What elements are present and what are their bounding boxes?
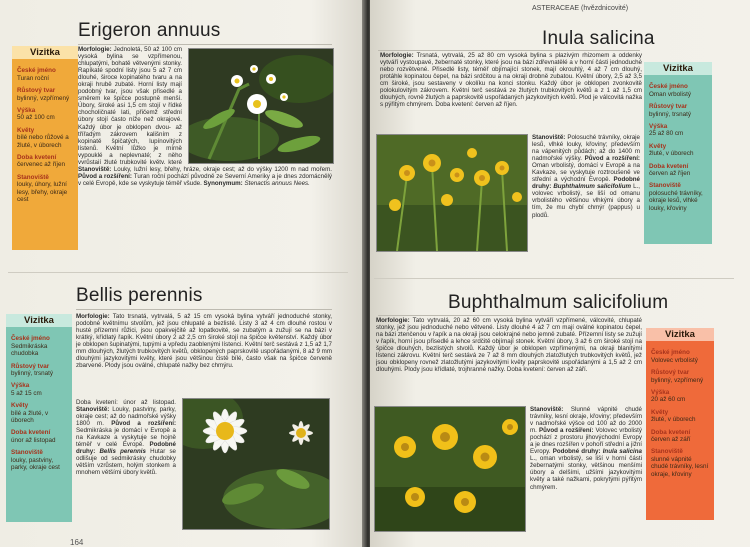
sidebar-value: louky, úhory, lužní lesy, břehy, okraje cest <box>17 181 68 204</box>
similar-label: Podobné druhy: <box>76 441 176 456</box>
sidebar-heading: Vizitka <box>6 314 72 327</box>
morphology-label: Morfologie: <box>376 317 413 324</box>
sidebar-heading: Vizitka <box>12 46 78 59</box>
flowering-text: Doba kvetení: únor až listopad. <box>76 399 176 406</box>
buphthalmum-sidebar <box>646 328 714 520</box>
habitat-text: Slunné vápnité chudé trávníky, lesní okraje, křoviny; především v nadmořské výšce od 100 až do 2000 m. <box>530 406 642 435</box>
sidebar-value: 5 až 15 cm <box>11 389 42 397</box>
sidebar-value: červenec až říjen <box>17 161 65 169</box>
sidebar-label: Doba kvetení <box>649 162 689 170</box>
daisy-image <box>183 399 329 529</box>
erigeron-photo <box>188 48 334 164</box>
sidebar-value: bylinný, trsnatý <box>11 370 53 378</box>
buphthalmum-morphology <box>376 317 642 403</box>
origin-label: Původ a rozšíření: <box>584 155 640 163</box>
sidebar-label: Růstový tvar <box>649 103 688 111</box>
running-head: ASTERACEAE (hvězdnicovité) <box>532 5 629 12</box>
sidebar-label: Růstový tvar <box>17 87 56 95</box>
origin-label: Původ a rozšíření: <box>538 427 596 435</box>
yellow-oxeye-image <box>375 407 525 531</box>
sidebar-value: Turan roční <box>17 74 49 82</box>
sidebar-label: České jméno <box>651 349 690 357</box>
sidebar-label: Výška <box>17 107 36 115</box>
similar-text: Hutar se odlišuje od sedmikrásky chudobky větším vzrůstem, holým stonkem a mnohem většími úbory květů. <box>76 448 176 477</box>
habitat-label: Stanoviště: <box>532 134 568 141</box>
buphthalmum-photo <box>374 406 526 532</box>
morphology-text: Tato vytrvalá, 20 až 60 cm vysoká bylina vytváří vzpřímené, válcovité, chlupaté stonky, jež jsou jednoduché nebo větvené. Listy dlouhé 4 až 7 cm mají oválné kopinatou čepel, na bázi ztenčenou v řapík a na okraji jsou celokrajné nebo jemně zubaté. Přízemní listy se zužují v řapík, horní jsou přisedlé a lehce srdčitě objímají stonek. Květní úbory, 3 až 6 cm široké stojí na špičce dlouhých, bezlistých stvolů. Každý úbor je obklopen vzpřímenými, na okraji blanitými lístenci zákrovu. Květní terč sestává ze 7 až 8 mm dlouhých zlatožlutých trubkovitých květů, jež jsou obklopeny rovnež zlatožlutými jazykovitými květy paprskovitě uspořádanými a 1,5 až 2 cm dlouhými. Plody jsou křídlaté, trojhranné nažky. Doba kvetení: červen až září. <box>376 317 642 374</box>
sidebar-value: louky, pastviny, parky, okraje cest <box>11 456 60 472</box>
sidebar-label: Výška <box>11 382 30 390</box>
inula-photo <box>376 134 528 252</box>
sidebar-value: bylinný, vzpřímený <box>17 94 70 102</box>
sidebar-label: Doba kvetení <box>11 429 51 437</box>
sidebar-value: únor až listopad <box>11 436 56 444</box>
sidebar-value: červen až září <box>651 436 691 444</box>
sidebar-label: Stanoviště <box>17 173 49 181</box>
similar-name: Buphthalmum salicifolium <box>553 183 634 191</box>
similar-text: L., oman vrbolistý, se liší v horní části žebernatými stonky, většinou menšími úbory a delšími, užšími jazykovitými květy a také nažkami, pokrytými pýřitým chmýrem. <box>530 455 642 491</box>
erigeron-morphology <box>78 46 182 164</box>
daisy-fleabane-image <box>189 49 333 163</box>
inula-morphology <box>380 52 642 130</box>
origin-text: Oman vrbolistý, domácí v Evropě a na Kavkaze, se vyskytuje roztroušeně ve střední a východní Evropě. <box>532 162 640 184</box>
sidebar-label: Výška <box>649 123 668 131</box>
bellis-photo <box>182 398 330 530</box>
sidebar-value: bílé a žluté, v úborech <box>11 409 49 425</box>
erigeron-title: Erigeron annuus <box>78 20 221 41</box>
sidebar-label: Květy <box>17 126 35 134</box>
habitat-label: Stanoviště: <box>530 406 571 413</box>
bellis-morphology <box>76 313 332 397</box>
erigeron-sidebar <box>12 46 78 250</box>
inula-details <box>532 134 640 262</box>
similar-label: Podobné druhy: <box>532 176 640 191</box>
sidebar-label: Růstový tvar <box>11 362 50 370</box>
sidebar-value: žluté, v úborech <box>649 150 694 158</box>
sidebar-value: Oman vrbolistý <box>649 90 691 98</box>
sidebar-label: Květy <box>11 402 29 410</box>
sidebar-value: žluté, v úborech <box>651 416 696 424</box>
similar-name: Bellis perennis <box>99 448 151 456</box>
habitat-label: Stanoviště: <box>76 406 113 414</box>
title-rule <box>78 44 332 45</box>
sidebar-label: Výška <box>651 389 670 397</box>
sidebar-heading: Vizitka <box>646 328 714 341</box>
morphology-text: Trsnatá, vytrvalá, 25 až 80 cm vysoká bylina s plazivým rhizomem a oddenky vytváří vystoupavé, žebernaté stonky, které jsou na bázi zdřevnatělé a v horní části jednoduché nebo rozvětvené. Přisedlé listy, téměř objímající stonek, mají okrouhlý, 4 až 7 cm dlouhý, protáhle kopinatou čepel, na bázi srdčitou a na okraji drobně zubatou. Květní úbory, 2,5 až 3,5 cm široké, jsou sestaveny v okolíku na konci stonku. Každý úbor je obklopen zvonkovitě polokulovitým zákrovem. Květní terč sestává ze žlutých trubkovitých květů a z 1 až 1,5 cm dlouhých, rovně žlutých a paprskovitě uspořádaných jazykovitých květů. Plod je válcovitá nažka s pýřitým chmýrem. Doba kvetení: červen až říjen. <box>380 52 642 109</box>
similar-text: L., volovec vrbolistý, se liší od omanu vrbolistého většinou vlhkými úbory a tím, že mu chybí chmýr (pappus) u plodů. <box>532 183 640 219</box>
sidebar-value: Volovec vrbolistý <box>651 356 698 364</box>
origin-text: Sedmikráska je domácí v Evropě a na Kavkaze a vyskytuje se hojně téměř v celé Evropě. <box>76 427 176 449</box>
inula-title: Inula salicina <box>542 28 655 49</box>
erigeron-details <box>78 166 332 252</box>
buphthalmum-title: Buphthalmum salicifolium <box>448 292 669 313</box>
bellis-sidebar <box>6 314 72 522</box>
sidebar-label: Květy <box>651 408 669 416</box>
morphology-label: Morfologie: <box>380 52 417 59</box>
section-divider <box>374 278 734 279</box>
right-page <box>370 0 750 547</box>
bellis-details <box>76 399 176 529</box>
sidebar-value: bílé nebo růžové a žluté, v úborech <box>17 134 69 149</box>
habitat-text: Louky, lužní lesy, břehy, hráze, okraje cest; až do výšky 1200 m nad mořem. <box>113 166 332 173</box>
origin-label: Původ a rozšíření: <box>111 420 176 428</box>
buphthalmum-details <box>530 406 642 540</box>
left-page <box>0 0 366 547</box>
sidebar-value: Sedmikráska chudobka <box>11 342 48 358</box>
sidebar-heading: Vizitka <box>644 62 712 75</box>
sidebar-value: polosuché trávníky, okraje lesů, vlhké louky, křoviny <box>649 189 703 212</box>
habitat-text: Louky, pastviny, parky, okraje cest; až do nadmořské výšky 1800 m. <box>76 406 176 428</box>
origin-text: Volovec vrbolistý pochází z prostoru jihovýchodní Evropy a je dnes rozšířen v pohoří střední a jižní Evropy. <box>530 427 642 456</box>
sidebar-label: Stanoviště <box>651 448 683 456</box>
similar-name: Inula salicina <box>602 448 642 456</box>
morphology-label: Morfologie: <box>76 313 113 320</box>
sidebar-label: Doba kvetení <box>17 154 57 162</box>
synonym-text: Stenactis annuus Nees. <box>244 180 310 188</box>
morphology-text: Jednoletá, 50 až 100 cm vysoká bylina se vzpřímenou, chlupatými, bohatě větvenými stonky. Rapíkaté spodní listy jsou 5 až 7 cm dlouhé, široce kopinatého tvaru a na okraji hrubě zubaté. Horní listy mají podobný tvar, jsou však přisedlé a směrem ke špičce postupně menší. Úbory, široké asi 1,5 cm stojí v řídké chocholičnaté lati, přičemž střední úbory stojí často níže než okrajové. Každý úbor je obklopen dvou- až třířadým zákrovem kališním z kopinatě špičatých, lupínovitých lístenů. Květní lůžko je mírně vypouklé a neplevnaté; z něho vyrůstají žluté trubkovité květy, které <box>78 46 182 164</box>
sidebar-value: 20 až 60 cm <box>651 396 686 404</box>
section-divider <box>8 272 348 273</box>
morphology-label: Morfologie: <box>78 46 114 53</box>
sidebar-label: České jméno <box>17 67 56 75</box>
sidebar-value: červen až říjen <box>649 170 691 178</box>
title-rule <box>378 315 640 316</box>
morphology-text: Tato trsnatá, vytrvalá, 5 až 15 cm vysoká bylina vytváří jednoduché stonky, podobné květnímu stvolům, jež jsou chlupaté a bezlisté. Listy 3 až 4 cm dlouhé rostou v husté přízemní růžici, jsou opakvejčité až lopatkovité, se zubatým a zužují se na bázi v krátký, křídlatý řapík. Květní úbory 2 až 2,5 cm široké stojí na špičce květenství. Každý úbor je obklopen šupinatými, tupými a vpředu zaoblenými lístenci. Květní terč sestává z 1,5 až 1,7 mm dlouhých, žlutých trubkovitých květů, obklopených paprskovitě uspořádanými, 8 až 9 mm dlouhými jazykovitými květy, které jsou většinou čistě bílé, často však na špičce červeně zbarvené. Plody jsou oválné, chlupaté nažky bez chmýru. <box>76 313 332 370</box>
sidebar-value: slunné vápnité chudé trávníky, lesní okraje, křoviny <box>651 455 709 478</box>
sidebar-label: Stanoviště <box>11 449 43 457</box>
sidebar-value: bylinný, trsnatý <box>649 110 691 118</box>
origin-label: Původ a rozšíření: <box>78 173 134 181</box>
synonym-label: Synonymum: <box>203 180 245 188</box>
bellis-title: Bellis perennis <box>76 285 203 306</box>
title-rule <box>76 309 332 310</box>
sidebar-label: Doba kvetení <box>651 428 691 436</box>
title-rule <box>378 50 640 51</box>
sidebar-label: České jméno <box>649 83 688 91</box>
sidebar-label: České jméno <box>11 335 50 343</box>
sidebar-value: 25 až 80 cm <box>649 130 684 138</box>
sidebar-value: 50 až 100 cm <box>17 114 55 122</box>
sidebar-label: Květy <box>649 142 667 150</box>
sidebar-value: bylinný, vzpřímený <box>651 376 704 384</box>
origin-text: Turan roční pochází původně ze Severní Ameriky a je dnes zdomácnělý v celé Evropě, kde se vyskytuje téměř všude. <box>78 173 332 188</box>
sidebar-label: Růstový tvar <box>651 369 690 377</box>
habitat-label: Stanoviště: <box>78 166 114 173</box>
inula-sidebar <box>644 62 712 244</box>
habitat-text: Polosuché trávníky, okraje lesů, vlhké louky, křoviny; především na vápenitých půdách; až do 1400 m nadmořské výšky. <box>532 134 640 163</box>
similar-label: Podobné druhy: <box>552 448 603 456</box>
willow-leaved-inula-image <box>377 135 527 251</box>
sidebar-label: Stanoviště <box>649 182 681 190</box>
page-number: 164 <box>70 538 84 547</box>
